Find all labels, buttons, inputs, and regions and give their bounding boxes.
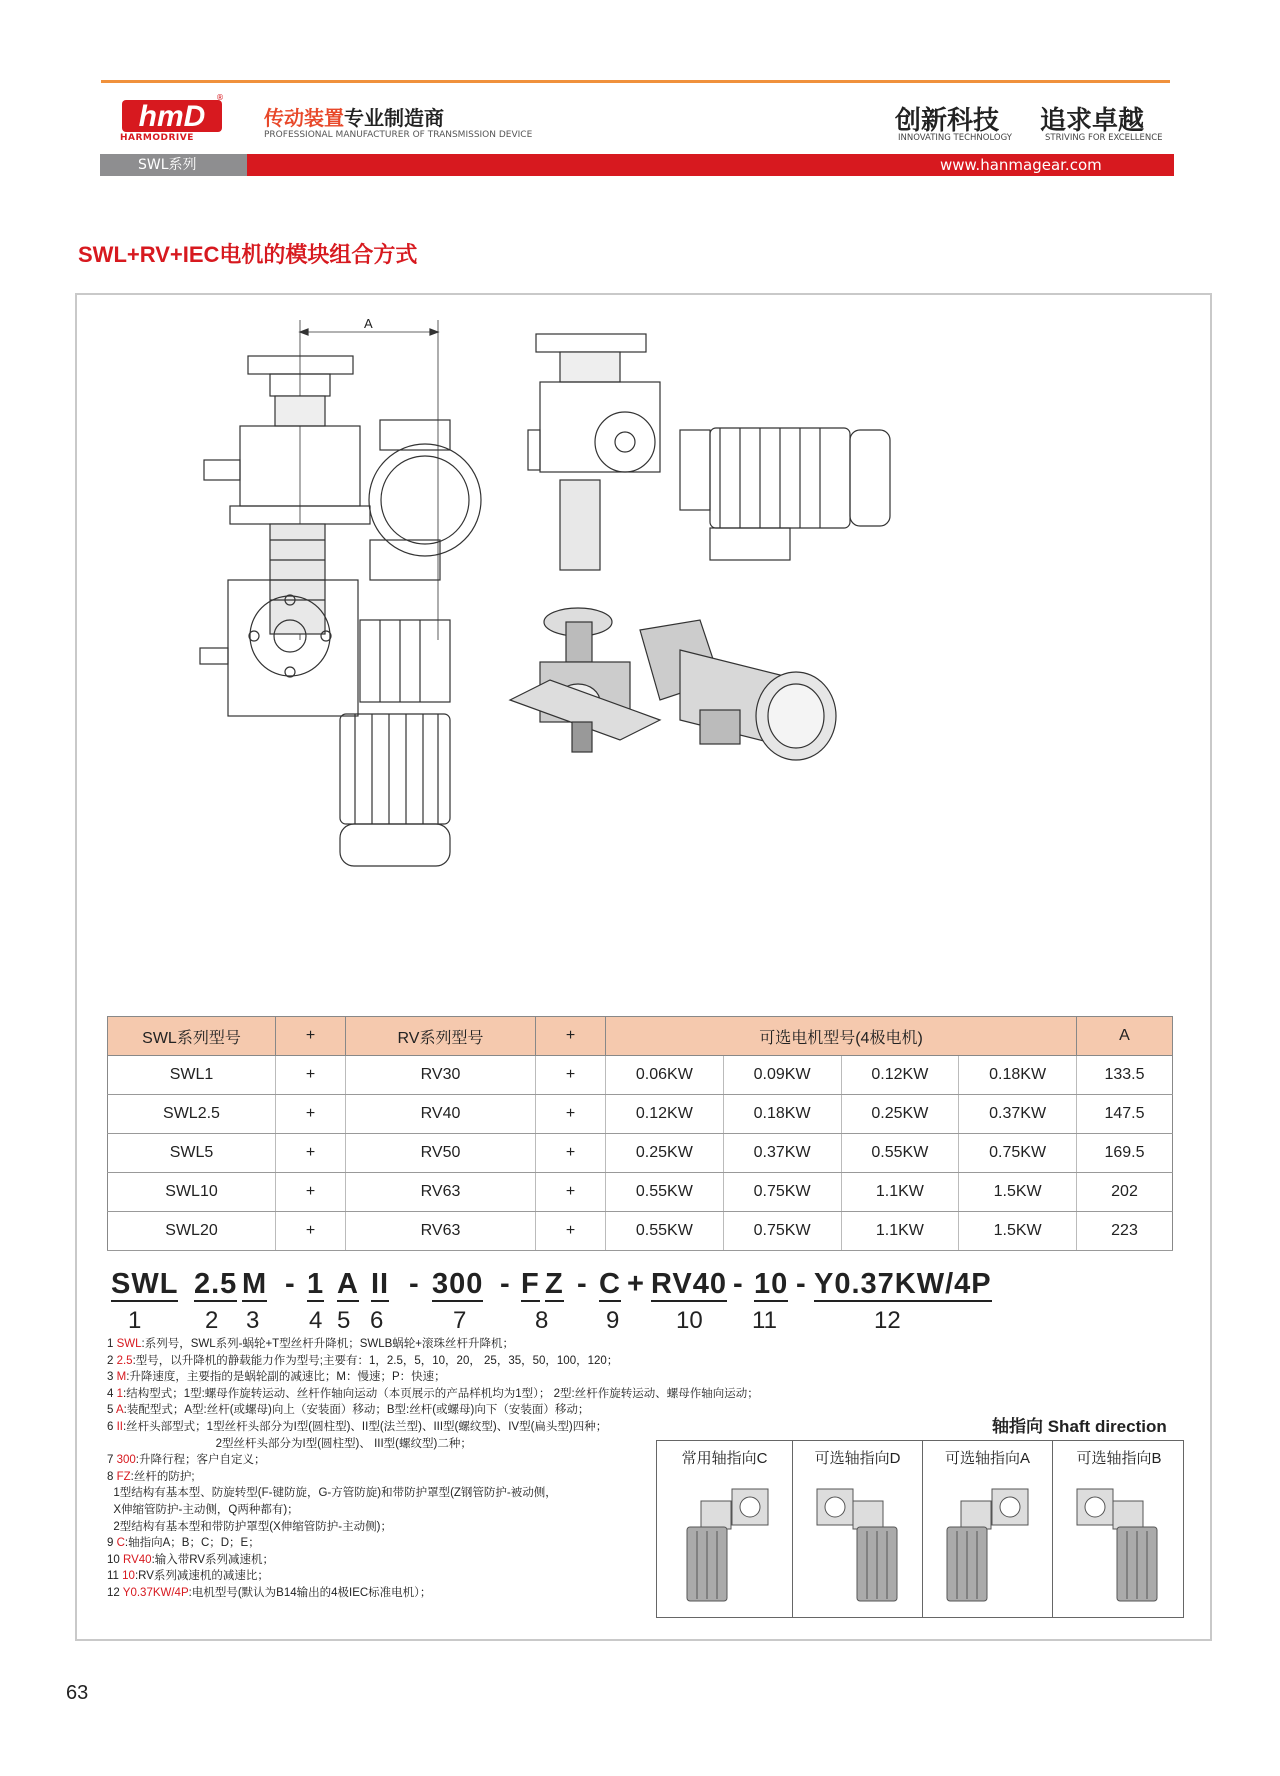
code-segment: RV40 <box>651 1268 728 1300</box>
cell-motor: 0.18KW <box>723 1095 841 1134</box>
note-line: 1 SWL:系列号，SWL系列-蜗轮+T型丝杆升降机；SWLB蜗轮+滚珠丝杆升降机； <box>107 1338 515 1350</box>
code-separator: - <box>409 1268 420 1300</box>
gearbox-icon <box>1067 1481 1167 1611</box>
note-line: 2型结构有基本型和带防护罩型(X伸缩管防护-主动侧)； <box>107 1520 392 1533</box>
cell-motor: 1.5KW <box>959 1173 1077 1212</box>
cell-a: 202 <box>1077 1173 1173 1212</box>
note-line: 2 2.5:型号，以升降机的静载能力作为型号;主要有：1，2.5，5，10，20， 25，35，50，100，120； <box>107 1354 619 1367</box>
code-segment: C <box>599 1268 621 1300</box>
title-red: 传动装置 <box>264 106 344 130</box>
code-separator: - <box>500 1268 511 1300</box>
cell-rv: RV30 <box>346 1056 536 1095</box>
code-number: 12 <box>874 1307 901 1334</box>
code-segment: Y0.37KW/4P <box>814 1268 992 1300</box>
cell-motor: 0.75KW <box>723 1173 841 1212</box>
cell-motor: 0.55KW <box>841 1134 959 1173</box>
assembly-drawings <box>80 300 1200 1000</box>
note-line: 1型结构有基本型、防旋转型(F-键防旋，G-方管防旋)和带防护罩型(Z钢管防护-被动侧， <box>107 1487 557 1500</box>
series-tab: SWL系列 <box>100 154 247 176</box>
shaft-direction-title: 轴指向 Shaft direction <box>992 1417 1167 1436</box>
code-number: 7 <box>453 1307 467 1334</box>
header-a: A <box>1077 1017 1173 1056</box>
shaft-option-label: 可选轴指向A <box>944 1450 1030 1467</box>
slogan-innovating-en: INNOVATING TECHNOLOGY <box>898 133 1012 143</box>
code-segment: II <box>371 1268 390 1300</box>
cell-swl: SWL10 <box>108 1173 276 1212</box>
page-number: 63 <box>66 1682 89 1704</box>
title-black: 专业制造商 <box>344 106 444 130</box>
shaft-option-a <box>923 1441 1053 1617</box>
note-line: 5 A:装配型式；A型:丝杆(或螺母)向上（安装面）移动；B型:丝杆(或螺母)向下（安装面）移动； <box>107 1404 590 1417</box>
hmd-logo <box>122 96 222 136</box>
note-line: 8 FZ:丝杆的防护; <box>107 1470 195 1483</box>
side-view-drawing <box>528 334 890 570</box>
code-number: 5 <box>337 1307 351 1334</box>
header-swl-model: SWL系列型号 <box>108 1017 276 1056</box>
cell-plus: + <box>536 1212 606 1251</box>
code-number: 9 <box>606 1307 620 1334</box>
note-line: 12 Y0.37KW/4P:电机型号(默认为B14输出的4极IEC标准电机）； <box>107 1586 432 1599</box>
code-separator: + <box>627 1268 645 1300</box>
cell-rv: RV40 <box>346 1095 536 1134</box>
cell-motor: 0.55KW <box>606 1173 724 1212</box>
cell-plus: + <box>536 1134 606 1173</box>
cell-plus: + <box>536 1173 606 1212</box>
note-line: 10 RV40:输入带RV系列减速机； <box>107 1553 275 1566</box>
cell-motor: 1.1KW <box>841 1173 959 1212</box>
code-segment: Z <box>545 1268 564 1300</box>
cell-rv: RV63 <box>346 1173 536 1212</box>
website-url[interactable]: www.hanmagear.com <box>940 156 1102 174</box>
gearbox-icon <box>807 1481 907 1611</box>
company-title <box>264 102 444 131</box>
code-number: 8 <box>535 1307 549 1334</box>
code-number: 10 <box>676 1307 703 1334</box>
cell-motor: 0.12KW <box>841 1056 959 1095</box>
cell-plus: + <box>536 1056 606 1095</box>
dimension-a-label: A <box>364 316 373 331</box>
cell-motor: 0.75KW <box>959 1134 1077 1173</box>
registered-mark: ® <box>216 93 224 102</box>
cell-motor: 0.18KW <box>959 1056 1077 1095</box>
cell-swl: SWL20 <box>108 1212 276 1251</box>
slogan-excellence-en: STRIVING FOR EXCELLENCE <box>1045 133 1163 143</box>
gearbox-icon <box>937 1481 1037 1611</box>
cell-a: 133.5 <box>1077 1056 1173 1095</box>
section-heading: SWL+RV+IEC电机的模块组合方式 <box>78 242 418 267</box>
note-line: 7 300:升降行程；客户自定义； <box>107 1454 266 1467</box>
gearbox-icon <box>677 1481 777 1611</box>
note-line: 2型丝杆头部分为I型(圆柱型)、 III型(螺纹型)二种； <box>107 1437 472 1450</box>
code-separator: - <box>285 1268 296 1300</box>
code-number: 1 <box>128 1307 142 1334</box>
cell-a: 169.5 <box>1077 1134 1173 1173</box>
table-row <box>108 1095 1173 1134</box>
table-row <box>108 1056 1173 1095</box>
code-segment: A <box>337 1268 359 1300</box>
note-line: 4 1:结构型式；1型:螺母作旋转运动、丝杆作轴向运动（本页展示的产品样机均为1型）； 2型:丝杆作旋转运动、螺母作轴向运动； <box>107 1387 759 1400</box>
cell-swl: SWL1 <box>108 1056 276 1095</box>
note-line: X伸缩管防护-主动侧，Q两种都有)； <box>107 1503 299 1516</box>
shaft-option-label: 可选轴指向B <box>1076 1450 1162 1467</box>
cell-plus: + <box>276 1173 346 1212</box>
note-line: 3 M:升降速度，主要指的是蜗轮副的减速比；M：慢速；P：快速； <box>107 1371 446 1384</box>
code-segment: 1 <box>307 1268 325 1300</box>
code-separator: - <box>577 1268 588 1300</box>
note-line: 6 II:丝杆头部型式；1型丝杆头部分为I型(圆柱型)、II型(法兰型)、III型(螺纹型)、IV型(扁头型)四种； <box>107 1420 608 1433</box>
code-segment: SWL <box>111 1268 179 1300</box>
code-segment: F <box>521 1268 540 1300</box>
slogan-innovating: 创新科技 <box>895 106 1000 136</box>
cell-motor: 0.25KW <box>606 1134 724 1173</box>
cell-motor: 0.37KW <box>723 1134 841 1173</box>
header-rule <box>101 80 1170 83</box>
cell-swl: SWL2.5 <box>108 1095 276 1134</box>
shaft-direction-panel <box>656 1440 1184 1618</box>
cell-swl: SWL5 <box>108 1134 276 1173</box>
shaft-option-b <box>1053 1441 1185 1617</box>
shaft-option-label: 可选轴指向D <box>814 1450 901 1467</box>
code-number: 2 <box>205 1307 219 1334</box>
cell-rv: RV63 <box>346 1212 536 1251</box>
cell-motor: 0.12KW <box>606 1095 724 1134</box>
cell-motor: 0.09KW <box>723 1056 841 1095</box>
cell-motor: 0.25KW <box>841 1095 959 1134</box>
cell-rv: RV50 <box>346 1134 536 1173</box>
shaft-option-c <box>657 1441 793 1617</box>
cell-motor: 1.5KW <box>959 1212 1077 1251</box>
cell-plus: + <box>276 1134 346 1173</box>
shaft-option-label: 常用轴指向C <box>681 1450 768 1467</box>
note-line: 11 10:RV系列减速机的减速比； <box>107 1570 269 1583</box>
cell-plus: + <box>276 1056 346 1095</box>
code-number: 6 <box>370 1307 384 1334</box>
code-separator: - <box>733 1268 744 1300</box>
cell-plus: + <box>276 1212 346 1251</box>
company-subtitle: PROFESSIONAL MANUFACTURER OF TRANSMISSION DEVICE <box>264 130 533 140</box>
code-separator: - <box>796 1268 807 1300</box>
header-plus: + <box>276 1017 346 1056</box>
cell-motor: 0.06KW <box>606 1056 724 1095</box>
combination-table <box>107 1016 1173 1251</box>
code-segment: M <box>242 1268 268 1300</box>
header-motor: 可选电机型号(4极电机) <box>606 1017 1077 1056</box>
isometric-render <box>510 608 836 760</box>
code-number: 3 <box>246 1307 260 1334</box>
cell-motor: 0.75KW <box>723 1212 841 1251</box>
cell-motor: 1.1KW <box>841 1212 959 1251</box>
cell-plus: + <box>536 1095 606 1134</box>
code-segment: 10 <box>754 1268 789 1300</box>
shaft-option-d <box>793 1441 923 1617</box>
table-row <box>108 1134 1173 1173</box>
slogan-excellence: 追求卓越 <box>1040 106 1145 136</box>
cell-plus: + <box>276 1095 346 1134</box>
code-segment: 2.5 <box>194 1268 238 1300</box>
cell-a: 223 <box>1077 1212 1173 1251</box>
code-number: 11 <box>752 1307 777 1334</box>
table-row <box>108 1173 1173 1212</box>
front-view-drawing <box>204 316 481 640</box>
cell-a: 147.5 <box>1077 1095 1173 1134</box>
code-segment: 300 <box>432 1268 484 1300</box>
table-header-row <box>108 1017 1173 1056</box>
header-rv-model: RV系列型号 <box>346 1017 536 1056</box>
note-line: 9 C:轴指向A；B；C；D；E； <box>107 1537 260 1550</box>
cell-motor: 0.55KW <box>606 1212 724 1251</box>
header-plus: + <box>536 1017 606 1056</box>
table-row <box>108 1212 1173 1251</box>
logo-wordmark: HARMODRIVE <box>120 133 194 143</box>
svg-text:hmD: hmD <box>138 100 206 133</box>
cell-motor: 0.37KW <box>959 1095 1077 1134</box>
code-number: 4 <box>309 1307 323 1334</box>
